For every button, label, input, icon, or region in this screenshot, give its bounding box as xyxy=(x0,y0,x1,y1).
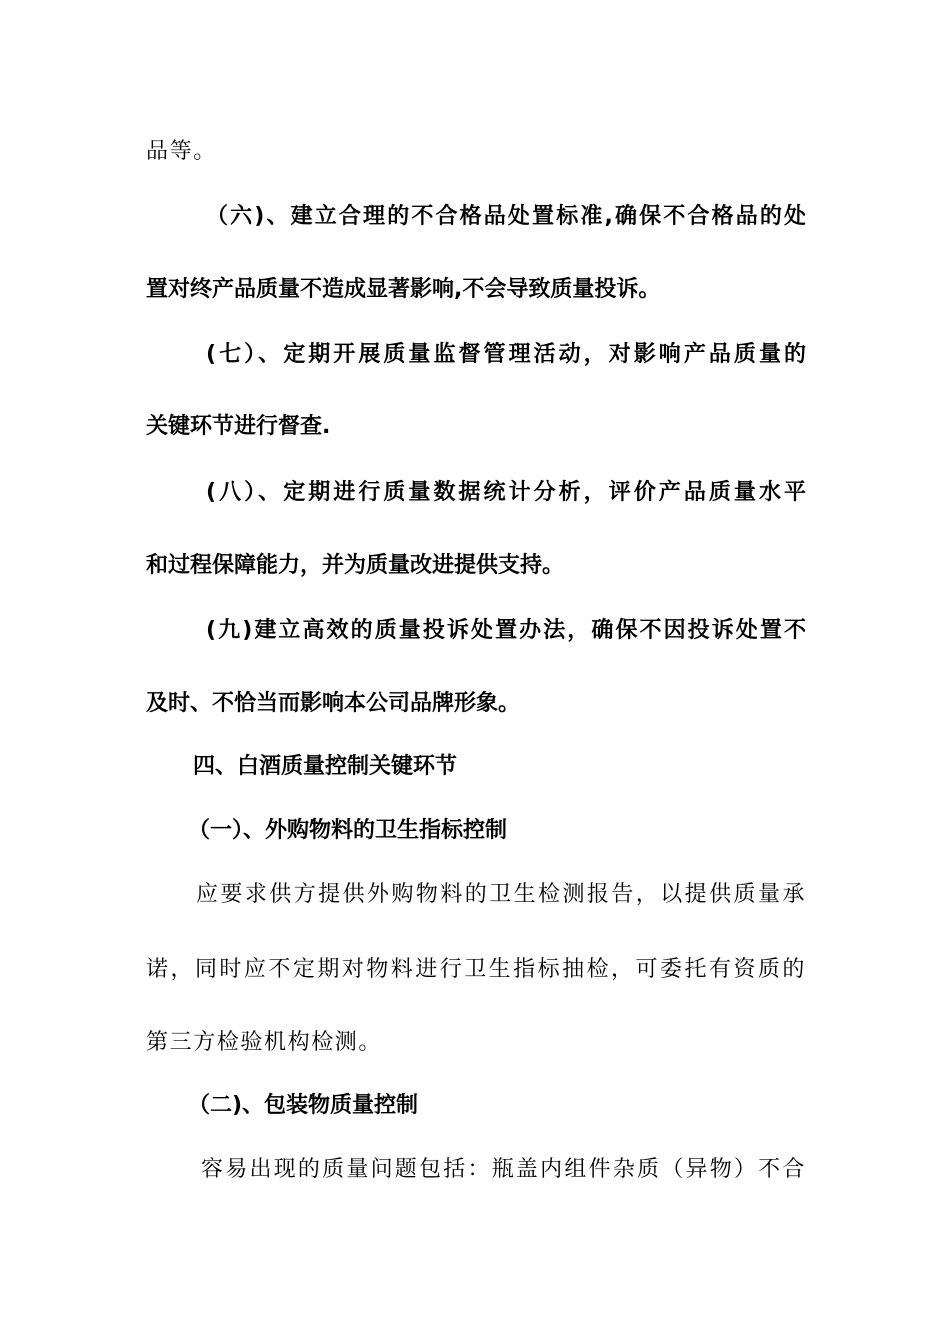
paragraph-7-line-2: 关键环节进行督查. xyxy=(146,414,331,439)
body-paragraph-2-line-1: 容易出现的质量问题包括：瓶盖内组件杂质（异物）不合 xyxy=(201,1157,806,1182)
section-heading-4: 四、白酒质量控制关键环节 xyxy=(193,754,458,779)
subsection-heading-1: （一）、外购物料的卫生指标控制 xyxy=(188,818,508,843)
paragraph-7-line-1: (七）、定期开展质量监督管理活动，对影响产品质量的 xyxy=(206,342,806,367)
body-paragraph-line-3: 第三方检验机构检测。 xyxy=(146,1030,383,1055)
paragraph-6-line-1: （六)、建立合理的不合格品处置标准,确保不合格品的处 xyxy=(206,204,806,229)
paragraph-8-line-2: 和过程保障能力，并为质量改进提供支持。 xyxy=(146,553,565,578)
body-paragraph-line-1: 应要求供方提供外购物料的卫生检测报告，以提供质量承 xyxy=(196,882,806,907)
subsection-heading-2: （二)、包装物质量控制 xyxy=(188,1093,419,1118)
text-line-continuation: 品等。 xyxy=(146,139,217,164)
body-paragraph-line-2: 诺，同时应不定期对物料进行卫生指标抽检，可委托有资质的 xyxy=(146,957,806,982)
paragraph-9-line-2: 及时、不恰当而影响本公司品牌形象。 xyxy=(146,691,521,716)
paragraph-6-line-2: 置对终产品质量不造成显著影响,不会导致质量投诉。 xyxy=(146,277,661,302)
paragraph-8-line-1: (八）、定期进行质量数据统计分析，评价产品质量水平 xyxy=(206,480,806,505)
paragraph-9-line-1: (九)建立高效的质量投诉处置办法，确保不因投诉处置不 xyxy=(206,618,806,643)
